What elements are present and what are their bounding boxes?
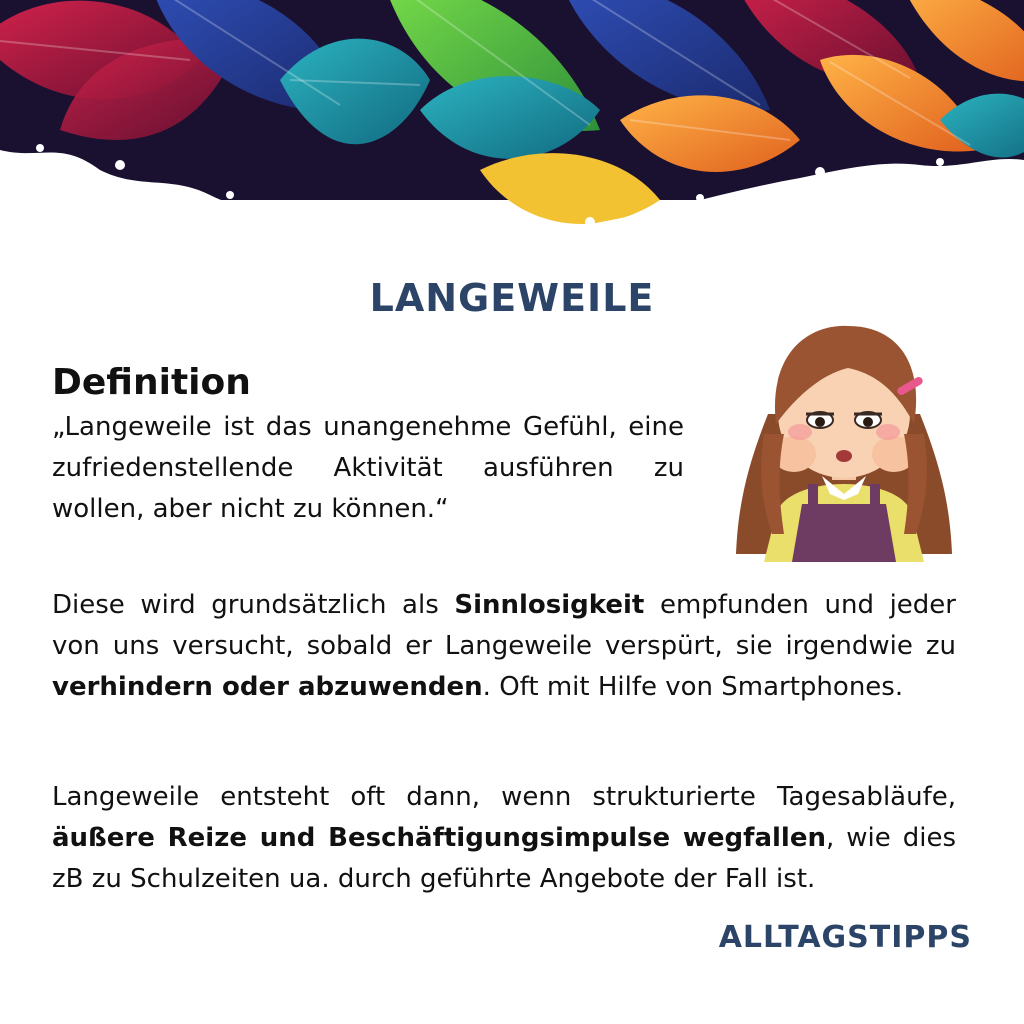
p1-bold-2: verhindern oder abzuwenden: [52, 672, 483, 702]
page-title: LANGEWEILE: [369, 276, 655, 320]
colorful-leaves-banner: [0, 0, 1024, 270]
p2-bold-1: äußere Reize und Beschäftigungsimpulse wegfallen: [52, 823, 826, 853]
bored-girl-illustration: [728, 304, 960, 562]
paragraph-entstehung: [52, 777, 956, 900]
brand-label: ALLTAGSTIPPS: [718, 920, 972, 955]
p1-text-3: . Oft mit Hilfe von Smartphones.: [482, 672, 904, 702]
p1-text-2: empfunden und jeder von uns versucht, sobald er Langeweile verspürt, sie irgendwie zu: [52, 590, 956, 661]
p2-text-2: , wie dies zB zu Schulzeiten ua. durch geführte Angebote der Fall ist.: [52, 823, 956, 894]
definition-heading: Definition: [52, 362, 251, 403]
p1-bold-1: Sinnlosigkeit: [454, 590, 645, 620]
p2-text-1: Langeweile entsteht oft dann, wenn strukturierte Tagesabläufe,: [52, 782, 956, 812]
paragraph-sinnlosigkeit: [52, 585, 956, 708]
definition-quote: „Langeweile ist das unangenehme Gefühl, eine zufriedenstellende Aktivität ausführen zu wollen, aber nicht zu können.“: [52, 412, 684, 524]
p1-text-1: Diese wird grundsätzlich als: [52, 590, 455, 620]
